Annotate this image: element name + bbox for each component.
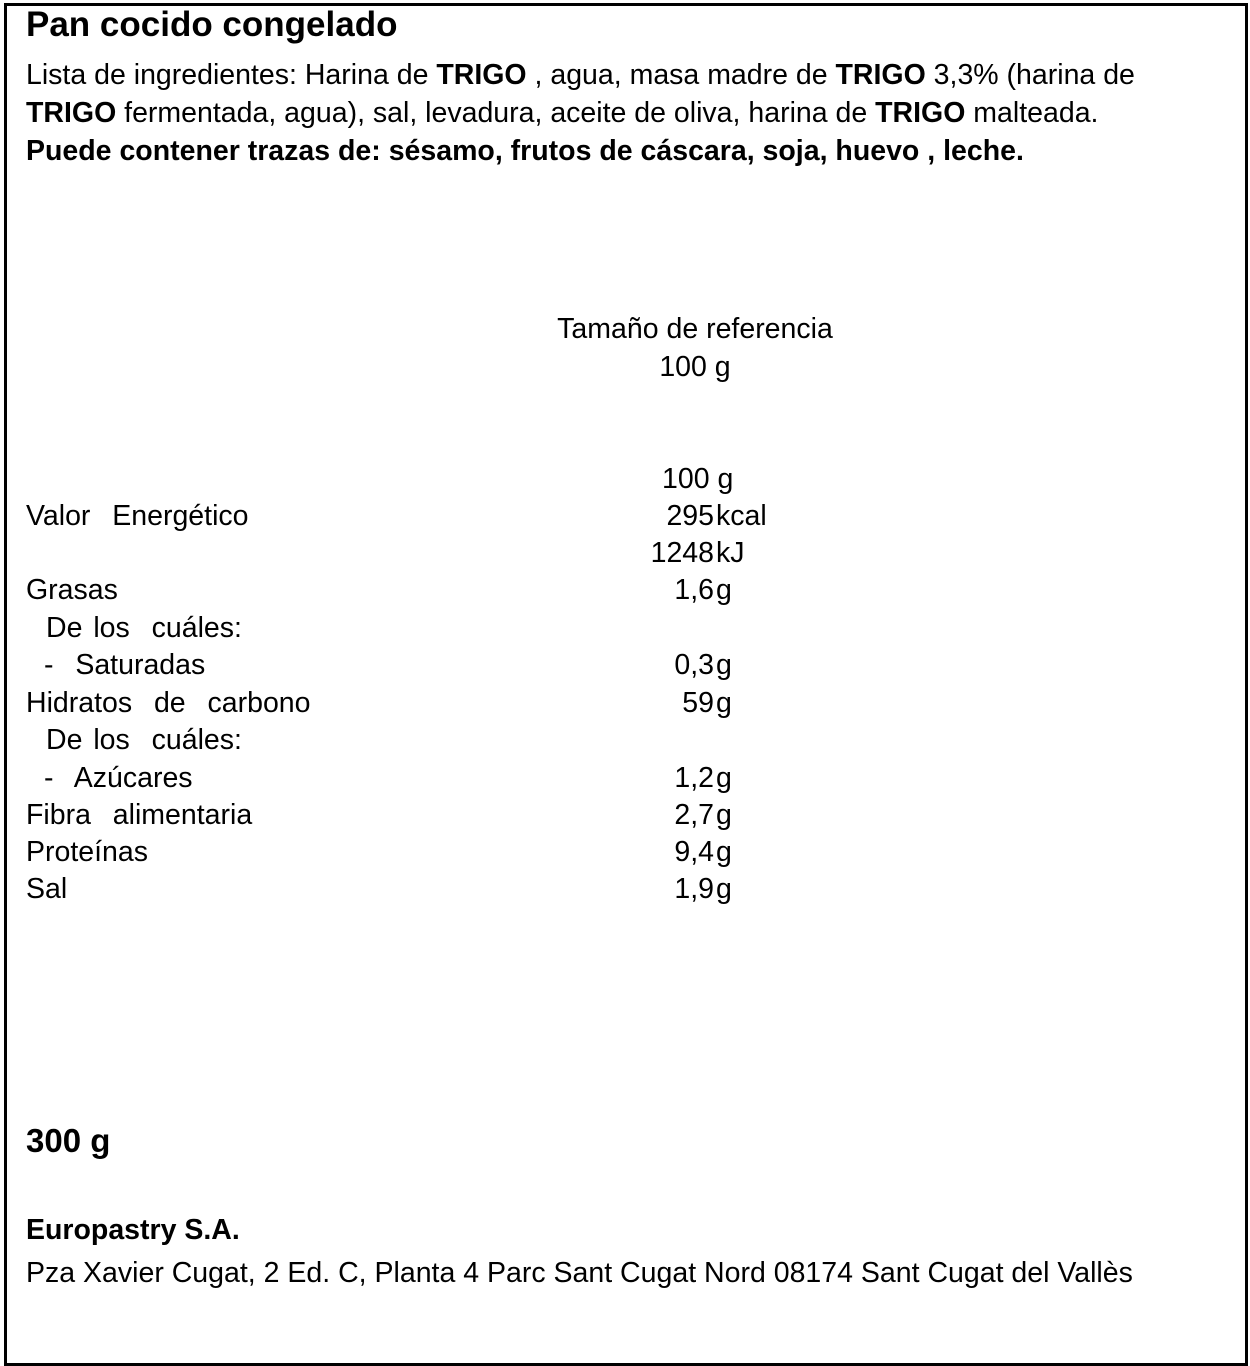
nutrient-label: Proteínas [26, 836, 148, 868]
nutrient-value: 1,2 [674, 762, 714, 794]
nutrition-row-of-which [0, 609, 1250, 647]
net-weight: 300 g [26, 1122, 111, 1159]
nutrition-row-sugars [0, 759, 1250, 797]
nutrient-unit: kcal [716, 500, 767, 532]
reference-size-label: Tamaño de referencia [557, 313, 833, 345]
nutrient-label: - Azúcares [44, 762, 193, 794]
manufacturer-address: Pza Xavier Cugat, 2 Ed. C, Planta 4 Parc Sant Cugat Nord 08174 Sant Cugat del Vallès [26, 1257, 1133, 1289]
nutrient-value: 1,6 [674, 574, 714, 606]
nutrition-row-carbohydrates [0, 684, 1250, 722]
nutrient-label: De los cuáles: [46, 724, 242, 756]
allergen-wheat: TRIGO [436, 59, 527, 91]
nutrient-value: 1,9 [674, 873, 714, 905]
nutrient-unit: g [716, 799, 732, 831]
nutrition-row-energy-kj [0, 534, 1250, 572]
nutrient-unit: kJ [716, 537, 745, 569]
nutrition-row-energy-kcal [0, 497, 1250, 535]
nutrient-unit: g [716, 873, 732, 905]
nutrient-value: 295 [666, 500, 714, 532]
nutrition-row-of-which [0, 721, 1250, 759]
ingredients-text: Lista de ingredientes: Harina de [26, 59, 437, 91]
ingredients-list [26, 56, 1156, 170]
nutrient-label: - Saturadas [44, 649, 206, 681]
nutrient-unit: g [716, 649, 732, 681]
nutrition-row-salt [0, 870, 1250, 908]
ingredients-text: malteada. [965, 97, 1099, 129]
reference-size-value: 100 g [659, 351, 731, 383]
ingredients-text: 3,3% (harina de [925, 59, 1135, 91]
nutrient-unit: g [716, 836, 732, 868]
nutrient-value: 59 [682, 687, 714, 719]
nutrient-label: Fibra alimentaria [26, 799, 253, 831]
nutrient-label: Hidratos de carbono [26, 687, 311, 719]
nutrient-value: 2,7 [674, 799, 714, 831]
nutrition-row-saturates [0, 646, 1250, 684]
allergen-wheat: TRIGO [835, 59, 926, 91]
nutrition-row-protein [0, 833, 1250, 871]
nutrient-label: Grasas [26, 574, 118, 606]
nutrient-label: De los cuáles: [46, 612, 242, 644]
nutrient-value: 1248 [650, 537, 714, 569]
nutrient-unit: g [716, 687, 732, 719]
nutrient-label: Sal [26, 873, 68, 905]
nutrient-unit: g [716, 762, 732, 794]
nutrition-row-fibre [0, 796, 1250, 834]
nutrition-row-fat [0, 571, 1250, 609]
allergen-wheat: TRIGO [26, 97, 117, 129]
nutrient-value: 9,4 [674, 836, 714, 868]
manufacturer-name: Europastry S.A. [26, 1214, 240, 1246]
ingredients-text: , agua, masa madre de [526, 59, 836, 91]
ingredients-text: fermentada, agua), sal, levadura, aceite de oliva, harina de [116, 97, 876, 129]
nutrient-unit: g [716, 574, 732, 606]
traces-warning: Puede contener trazas de: sésamo, frutos de cáscara, soja, huevo , leche. [26, 135, 1024, 167]
nutrient-label: Valor Energético [26, 500, 249, 532]
nutrition-column-header: 100 g [662, 463, 734, 495]
nutrient-value: 0,3 [674, 649, 714, 681]
allergen-wheat: TRIGO [875, 97, 966, 129]
product-title: Pan cocido congelado [26, 5, 398, 44]
